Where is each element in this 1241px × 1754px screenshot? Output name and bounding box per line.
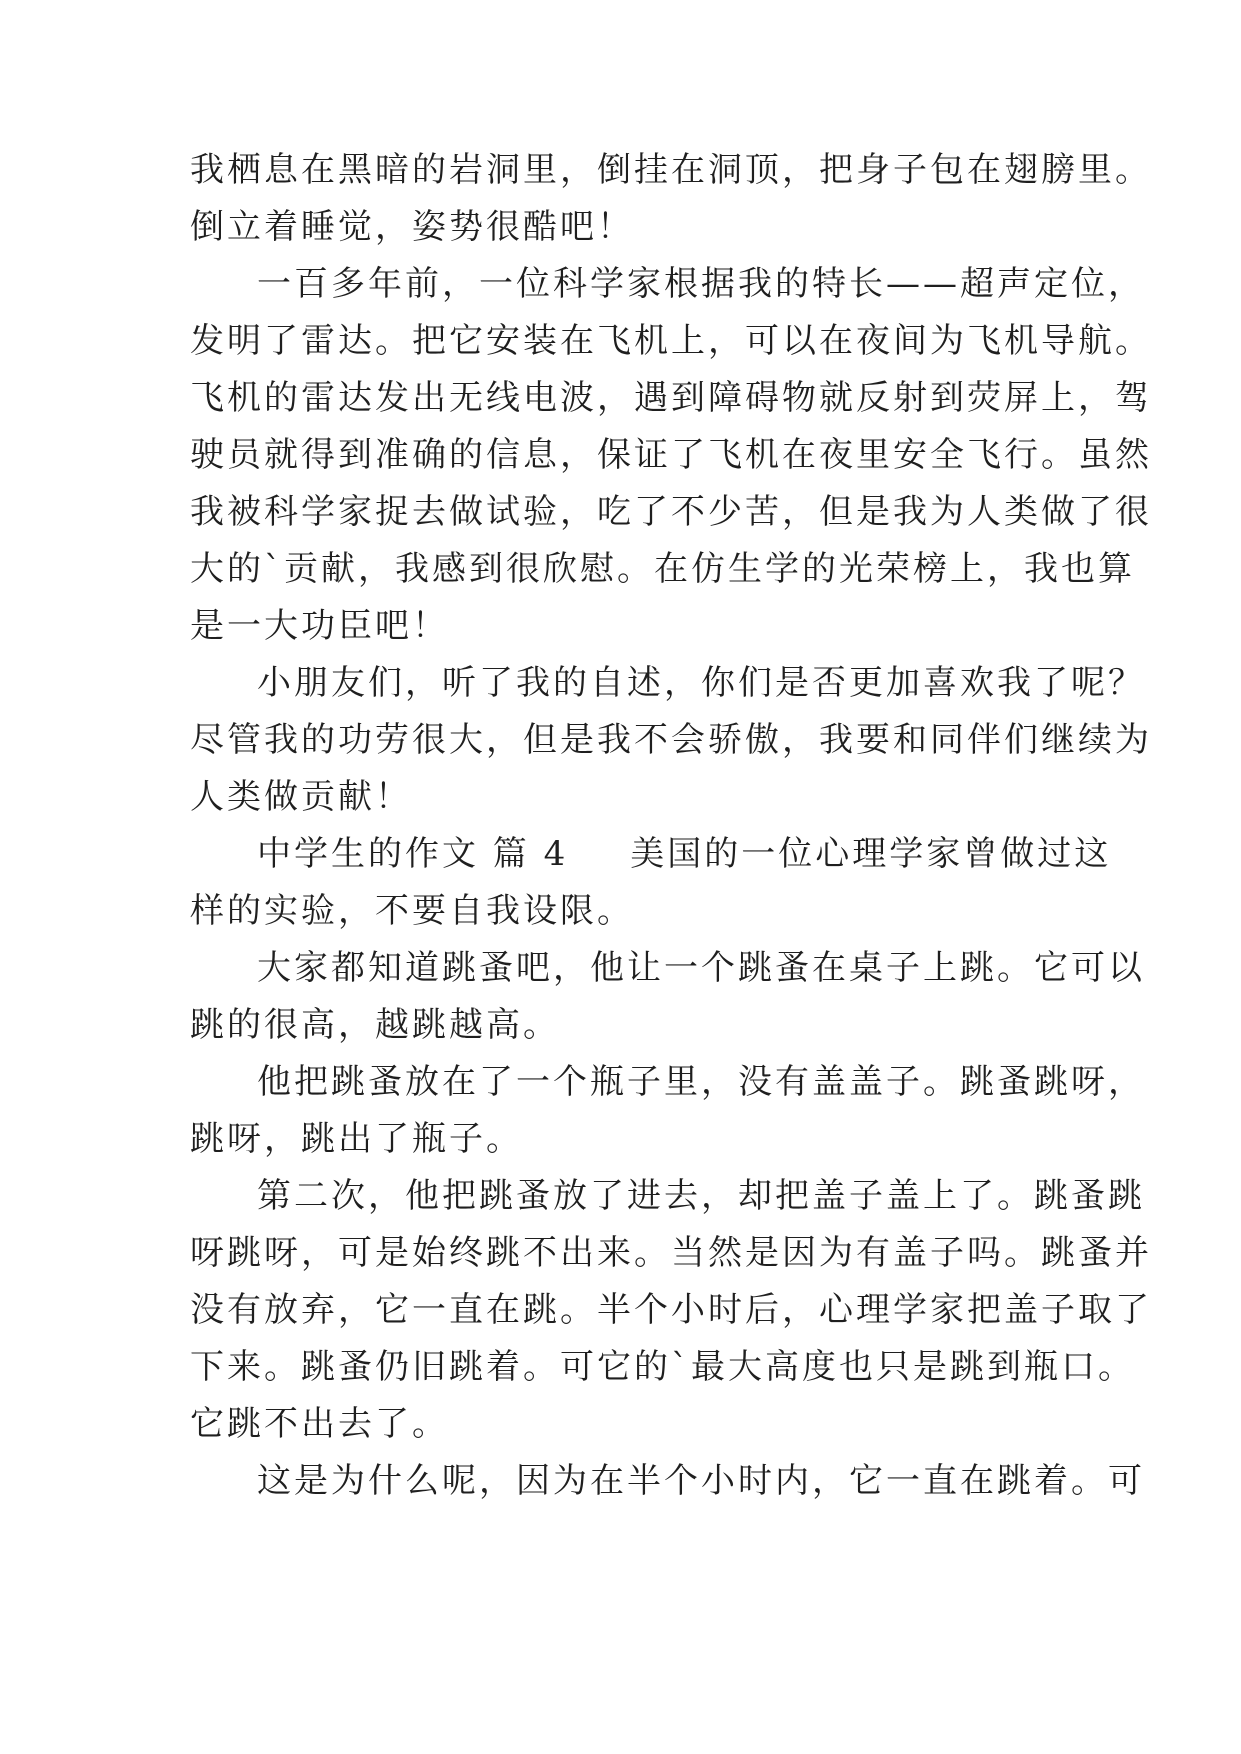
text-line: 呀跳呀，可是始终跳不出来。当然是因为有盖子吗。跳蚤并 xyxy=(190,1233,1152,1273)
text-line: 飞机的雷达发出无线电波，遇到障碍物就反射到荧屏上，驾 xyxy=(190,378,1152,418)
text-line: 驶员就得到准确的信息，保证了飞机在夜里安全飞行。虽然 xyxy=(190,435,1152,475)
text-line: 跳的很高，越跳越高。 xyxy=(190,1005,560,1045)
text-line: 小朋友们，听了我的自述，你们是否更加喜欢我了呢？ xyxy=(257,663,1145,703)
text-line: 没有放弃，它一直在跳。半个小时后，心理学家把盖子取了 xyxy=(190,1290,1152,1330)
text-line: 倒立着睡觉，姿势很酷吧！ xyxy=(190,207,634,247)
text-line: 发明了雷达。把它安装在飞机上，可以在夜间为飞机导航。 xyxy=(190,321,1152,361)
text-line: 他把跳蚤放在了一个瓶子里，没有盖盖子。跳蚤跳呀， xyxy=(257,1062,1145,1102)
text-line: 一百多年前，一位科学家根据我的特长——超声定位， xyxy=(257,264,1145,304)
text-line: 尽管我的功劳很大，但是我不会骄傲，我要和同伴们继续为 xyxy=(190,720,1152,760)
text-line: 跳呀，跳出了瓶子。 xyxy=(190,1119,523,1159)
text-line: 人类做贡献！ xyxy=(190,777,412,817)
text-line: 样的实验，不要自我设限。 xyxy=(190,891,634,931)
text-line: 我栖息在黑暗的岩洞里，倒挂在洞顶，把身子包在翅膀里。 xyxy=(190,150,1152,190)
text-line: 这是为什么呢，因为在半个小时内，它一直在跳着。可 xyxy=(257,1461,1145,1501)
text-line: 我被科学家捉去做试验，吃了不少苦，但是我为人类做了很 xyxy=(190,492,1152,532)
section-heading-line xyxy=(257,834,1111,874)
text-line: 第二次，他把跳蚤放了进去，却把盖子盖上了。跳蚤跳 xyxy=(257,1176,1145,1216)
text-line: 下来。跳蚤仍旧跳着。可它的`最大高度也只是跳到瓶口。 xyxy=(190,1347,1135,1387)
text-fragment: 美国的一位心理学家曾做过这 xyxy=(630,834,1112,874)
section-heading: 中学生的作文 篇 4 xyxy=(257,834,569,874)
text-line: 它跳不出去了。 xyxy=(190,1404,449,1444)
text-line: 大家都知道跳蚤吧，他让一个跳蚤在桌子上跳。它可以 xyxy=(257,948,1145,988)
text-line: 是一大功臣吧！ xyxy=(190,606,449,646)
text-line: 大的`贡献，我感到很欣慰。在仿生学的光荣榜上，我也算 xyxy=(190,549,1135,589)
